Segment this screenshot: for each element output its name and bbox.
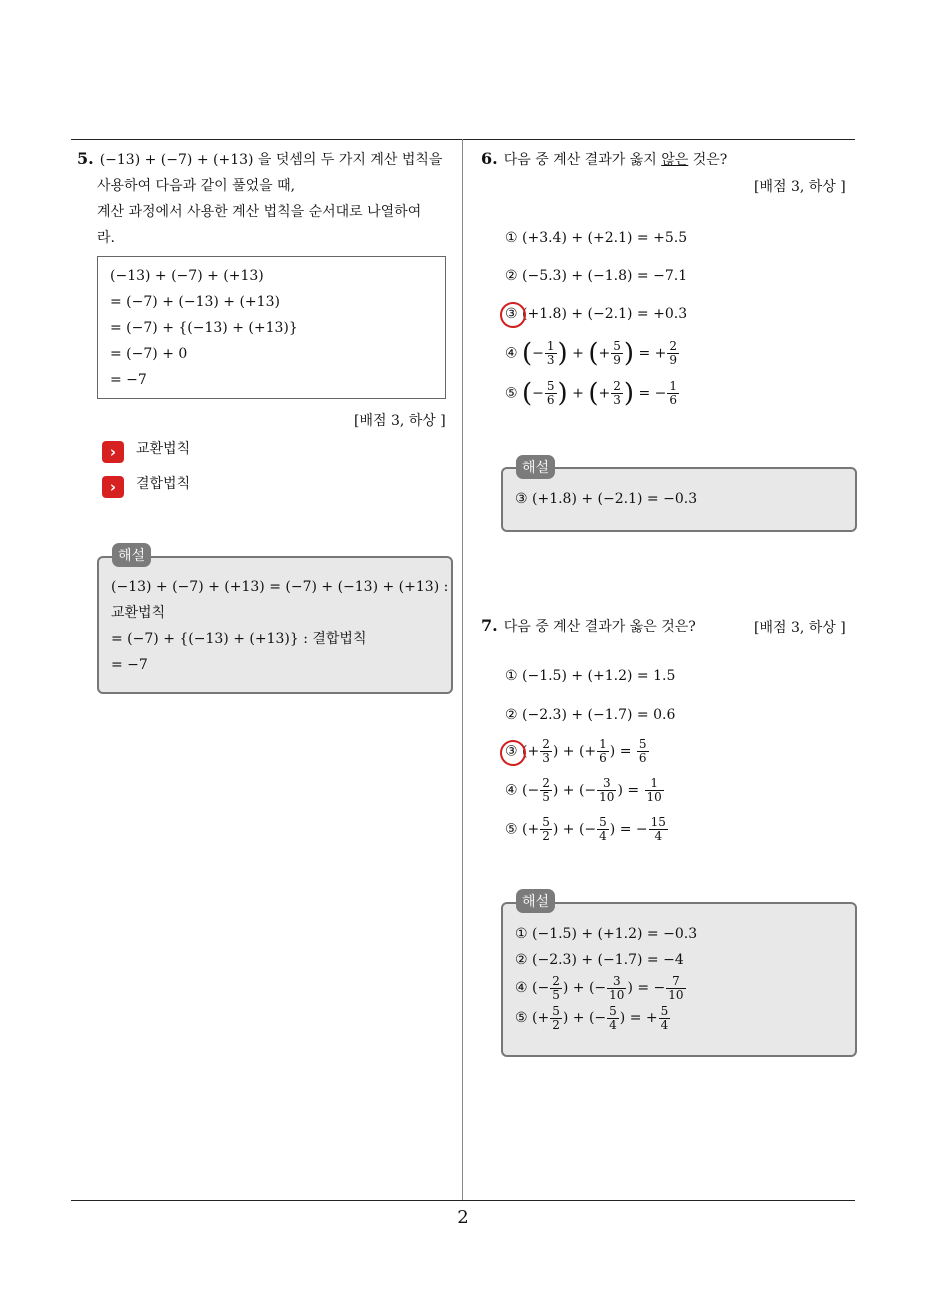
step-line: = (−7) + 0 <box>110 346 188 362</box>
choice-4: ④ (− $\frac{1}{3}$ ) + (+ $\frac{5}{9}$ ) = + $\frac{2}{9}$ <box>505 338 678 369</box>
column-divider <box>462 139 463 1201</box>
numerator: 1 <box>645 777 664 791</box>
explanation-line: = −7 <box>111 657 148 673</box>
denominator: 3 <box>546 353 555 367</box>
question-7 <box>481 613 696 640</box>
fraction <box>607 1005 619 1032</box>
fraction <box>545 340 557 367</box>
fraction <box>540 738 552 765</box>
explanation-line: 교환법칙 <box>111 605 166 621</box>
fraction <box>659 1005 671 1032</box>
sign: (+ <box>522 743 540 760</box>
explanation-box <box>97 556 453 694</box>
choice-2: ② (−2.3) + (−1.7) = 0.6 <box>505 707 676 723</box>
choice-mark: ⑤ <box>505 385 518 402</box>
sign: = + <box>638 345 667 362</box>
fraction <box>637 738 649 765</box>
numerator: 5 <box>542 815 550 829</box>
explanation-tag: 해설 <box>112 543 151 567</box>
stem-line: 사용하여 다음과 같이 풀었을 때, <box>97 178 296 194</box>
choice-2: ② (−5.3) + (−1.8) = −7.1 <box>505 268 688 284</box>
solution-box <box>97 256 446 399</box>
denominator: 10 <box>599 790 615 804</box>
fraction <box>667 340 679 367</box>
numerator: 3 <box>607 975 626 989</box>
numerator: 5 <box>599 815 607 829</box>
denominator: 5 <box>552 987 560 1002</box>
sign: + <box>598 385 611 402</box>
stem-line: (−13) + (−7) + (+13) 을 덧셈의 두 가지 계산 법칙을 <box>99 152 443 168</box>
top-rule <box>71 139 855 140</box>
stem-text: 다음 중 계산 결과가 옳지 <box>503 152 662 168</box>
explanation-tag: 해설 <box>516 889 555 913</box>
sign: ) + (− <box>562 980 607 996</box>
answer-circle-icon <box>500 302 526 328</box>
choice-1: ① (+3.4) + (+2.1) = +5.5 <box>505 230 688 246</box>
question-number: 5. <box>77 149 94 168</box>
fraction <box>545 380 557 407</box>
numerator: 1 <box>546 339 555 353</box>
score-label: [배점 3, 하상 ] <box>354 413 446 429</box>
sign: (− <box>522 782 540 799</box>
fraction <box>597 816 609 843</box>
denominator: 10 <box>668 987 684 1002</box>
page-number: 2 <box>457 1207 469 1228</box>
denominator: 5 <box>542 790 550 804</box>
choice-mark: ⑤ <box>505 821 518 838</box>
sign: ) = − <box>627 980 666 996</box>
explanation-line <box>515 1003 697 1033</box>
sign: ) + (− <box>562 1010 607 1026</box>
fraction <box>607 975 626 1002</box>
denominator: 10 <box>609 987 625 1002</box>
numerator: 5 <box>609 1003 617 1018</box>
sign: + <box>598 345 611 362</box>
numerator: 1 <box>599 737 607 751</box>
numerator: 2 <box>613 379 621 393</box>
denominator: 9 <box>613 353 621 367</box>
fraction <box>540 816 552 843</box>
denominator: 4 <box>654 829 663 843</box>
step-line: = (−7) + {(−13) + (+13)} <box>110 320 298 336</box>
score-label: [배점 3, 하상 ] <box>754 620 846 636</box>
sign: ) + (− <box>552 821 597 838</box>
denominator: 3 <box>542 751 550 765</box>
sign: (+ <box>522 821 540 838</box>
sign: ) = + <box>619 1010 658 1026</box>
denominator: 4 <box>660 1017 669 1032</box>
question-number: 7. <box>481 616 498 635</box>
denominator: 9 <box>669 353 678 367</box>
choice-3 <box>505 738 650 765</box>
denominator: 2 <box>552 1017 560 1032</box>
fraction <box>667 380 679 407</box>
numerator: 5 <box>552 1003 560 1018</box>
sign: ) = <box>617 782 640 799</box>
stem-line: 라. <box>97 230 115 246</box>
fraction <box>611 340 623 367</box>
stem-emphasis: 않은 <box>661 152 689 168</box>
denominator: 6 <box>599 751 607 765</box>
bottom-rule <box>71 1200 855 1201</box>
explanation-line: ② (−2.3) + (−1.7) = −4 <box>515 952 684 968</box>
numerator: 7 <box>666 975 685 989</box>
numerator: 15 <box>650 815 666 829</box>
step-line: = (−7) + (−13) + (+13) <box>110 294 280 310</box>
stem-text: 다음 중 계산 결과가 옳은 것은? <box>503 619 696 635</box>
numerator: 2 <box>669 339 678 353</box>
numerator: 5 <box>660 1003 669 1018</box>
fraction <box>666 975 685 1002</box>
answer-arrow-icon: › <box>102 441 124 463</box>
stem-line: 계산 과정에서 사용한 계산 법칙을 순서대로 나열하여 <box>97 204 422 220</box>
question-number: 6. <box>481 149 498 168</box>
numerator: 5 <box>546 379 555 393</box>
sign: ) + (+ <box>552 743 597 760</box>
sign: ) = − <box>609 821 648 838</box>
denominator: 4 <box>599 829 607 843</box>
fraction <box>597 738 609 765</box>
sign: = − <box>638 385 667 402</box>
denominator: 6 <box>546 393 555 407</box>
explanation-line <box>515 973 697 1003</box>
fraction <box>649 816 668 843</box>
choice-1: ① (−1.5) + (+1.2) = 1.5 <box>505 668 676 684</box>
denominator: 3 <box>613 393 621 407</box>
numerator: 2 <box>542 737 550 751</box>
sign: (+ <box>532 1010 550 1026</box>
fraction <box>611 380 623 407</box>
question-5 <box>77 146 457 251</box>
denominator: 6 <box>669 393 678 407</box>
explanation-tag: 해설 <box>516 455 555 479</box>
explanation-line: (−13) + (−7) + (+13) = (−7) + (−13) + (+13) : <box>111 579 449 595</box>
answer-1: 교환법칙 <box>136 441 191 457</box>
numerator: 5 <box>613 339 621 353</box>
answer-circle-icon <box>500 740 526 766</box>
numerator: 5 <box>638 737 647 751</box>
numerator: 2 <box>542 776 550 790</box>
choice-mark: ④ <box>505 782 518 799</box>
choice-mark: ⑤ <box>515 1010 528 1026</box>
choice-mark: ④ <box>505 345 518 362</box>
choice-4 <box>505 777 665 804</box>
denominator: 6 <box>638 751 647 765</box>
answer-arrow-icon: › <box>102 476 124 498</box>
step-line: = −7 <box>110 372 147 388</box>
fraction <box>550 975 562 1002</box>
stem-text: 것은? <box>688 152 728 168</box>
denominator: 2 <box>542 829 550 843</box>
sign: − <box>532 385 544 402</box>
explanation-box <box>501 467 857 532</box>
numerator: 3 <box>597 777 616 791</box>
answer-2: 결합법칙 <box>136 476 191 492</box>
choice-5 <box>505 816 669 843</box>
denominator: 4 <box>609 1017 617 1032</box>
sign: ) = <box>609 743 632 760</box>
question-6 <box>481 146 727 173</box>
fraction <box>597 777 616 804</box>
sign: (− <box>532 980 550 996</box>
numerator: 1 <box>669 379 678 393</box>
sign: − <box>532 345 544 362</box>
numerator: 2 <box>552 973 560 988</box>
choice-3: ③ (+1.8) + (−2.1) = +0.3 <box>505 306 688 322</box>
fraction <box>645 777 664 804</box>
explanation-box <box>501 902 857 1057</box>
fraction <box>550 1005 562 1032</box>
score-label: [배점 3, 하상 ] <box>754 179 846 195</box>
sign: ) + (− <box>552 782 597 799</box>
choice-mark: ③ <box>505 743 518 760</box>
choice-5: ⑤ (− $\frac{5}{6}$ ) + (+ $\frac{2}{3}$ ) = − $\frac{1}{6}$ <box>505 378 678 409</box>
explanation-line: = (−7) + {(−13) + (+13)} : 결합법칙 <box>111 631 367 647</box>
denominator: 10 <box>646 790 662 804</box>
fraction <box>540 777 552 804</box>
choice-mark: ④ <box>515 980 528 996</box>
explanation-line: ③ (+1.8) + (−2.1) = −0.3 <box>515 491 698 507</box>
explanation-line: ① (−1.5) + (+1.2) = −0.3 <box>515 926 698 942</box>
step-line: (−13) + (−7) + (+13) <box>110 268 264 284</box>
